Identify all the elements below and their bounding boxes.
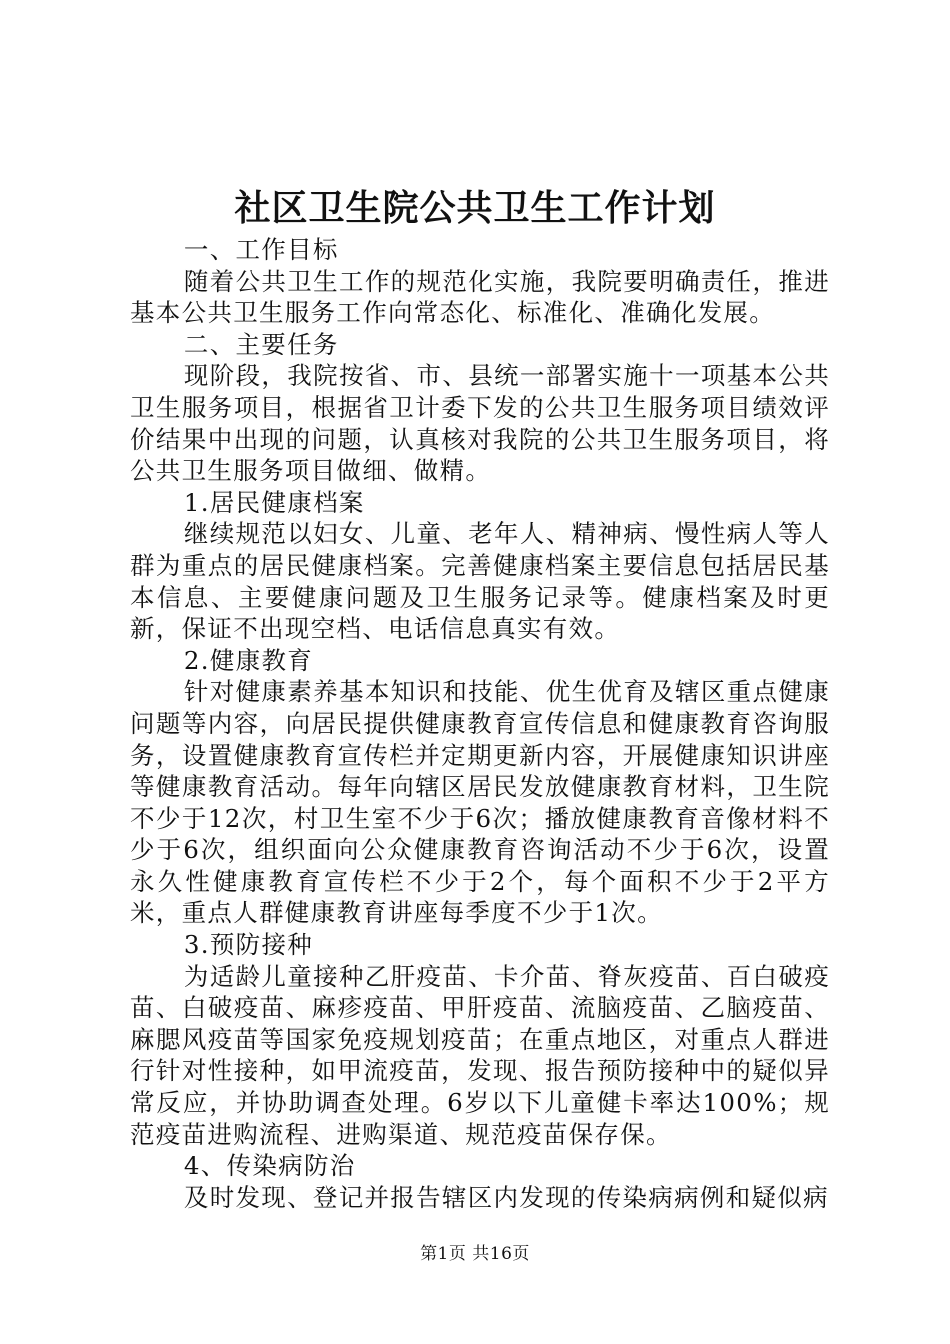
document-title: 社区卫生院公共卫生工作计划 [234,187,716,229]
subheading-vaccination: 3.预防接种 [183,930,314,960]
subheading-infectious-disease: 4、传染病防治 [183,1151,356,1181]
paragraph-tasks: 现阶段，我院按省、市、县统一部署实施十一项基本公共卫生服务项目，根据省卫计委下发的公共卫生服务项目绩效评价结果中出现的问题，认真核对我院的公共卫生服务项目，将公共卫生服务项目做细、做精。 [130,361,830,486]
paragraph-infectious-disease: 及时发现、登记并报告辖区内发现的传染病病例和疑似病 [183,1182,829,1212]
paragraph-vaccination: 为适龄儿童接种乙肝疫苗、卡介苗、脊灰疫苗、百白破疫苗、白破疫苗、麻疹疫苗、甲肝疫苗、流脑疫苗、乙脑疫苗、麻腮风疫苗等国家免疫规划疫苗；在重点地区，对重点人群进行针对性接种，如甲流疫苗，发现、报告预防接种中的疑似异常反应，并协助调查处理。6岁以下儿童健卡率达100%；规范疫苗进购流程、进购渠道、规范疫苗保存保。 [130,961,830,1149]
paragraph-goal: 随着公共卫生工作的规范化实施，我院要明确责任，推进基本公共卫生服务工作向常态化、标准化、准确化发展。 [130,266,830,328]
section-heading-goal: 一、工作目标 [183,235,339,264]
paragraph-health-records: 继续规范以妇女、儿童、老年人、精神病、慢性病人等人群为重点的居民健康档案。完善健康档案主要信息包括居民基本信息、主要健康问题及卫生服务记录等。健康档案及时更新，保证不出现空档、电话信息真实有效。 [130,519,830,644]
document-body [130,234,830,1213]
section-heading-tasks: 二、主要任务 [183,329,339,359]
subheading-health-education: 2.健康教育 [183,645,314,675]
page-number-footer: 第1页 共16页 [420,1244,530,1264]
subheading-health-records: 1.居民健康档案 [183,487,365,517]
paragraph-health-education: 针对健康素养基本知识和技能、优生优育及辖区重点健康问题等内容，向居民提供健康教育宣传信息和健康教育咨询服务，设置健康教育宣传栏并定期更新内容，开展健康知识讲座等健康教育活动。每年向辖区居民发放健康教育材料，卫生院不少于12次，村卫生室不少于6次；播放健康教育音像材料不少于6次，组织面向公众健康教育咨询活动不少于6次，设置永久性健康教育宣传栏不少于2个，每个面积不少于2平方米，重点人群健康教育讲座每季度不少于1次。 [130,677,830,928]
